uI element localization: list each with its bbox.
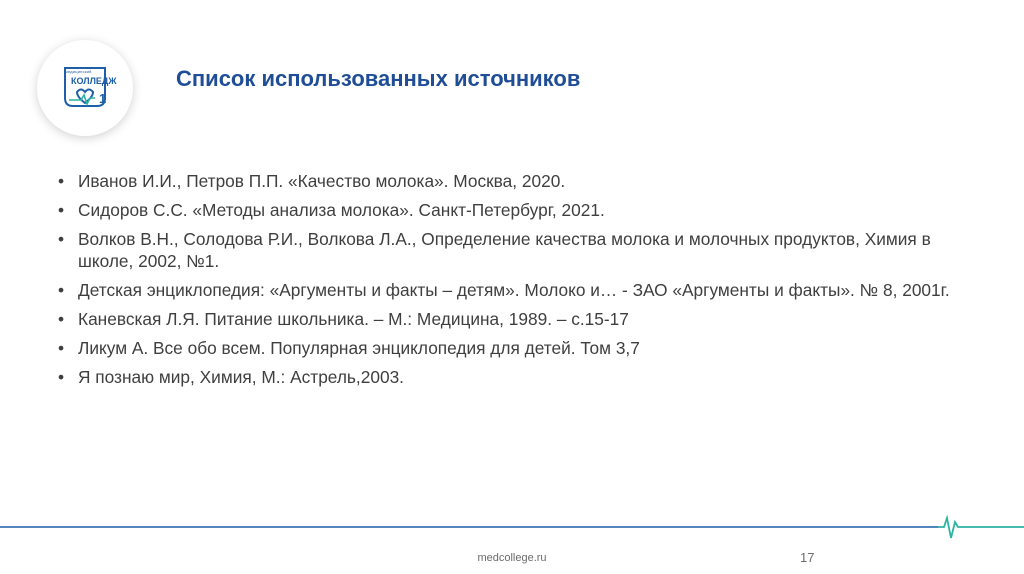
reference-list bbox=[58, 170, 978, 395]
list-item bbox=[58, 366, 978, 388]
reference-text: Детская энциклопедия: «Аргументы и факты – детям». Молоко и… - ЗАО «Аргументы и факты». № 8, 2001г. bbox=[78, 280, 950, 300]
reference-text: Волков В.Н., Солодова Р.И., Волкова Л.А., Определение качества молока и молочных продуктов, Химия в школе, 2002, №1. bbox=[78, 229, 931, 271]
footer-divider bbox=[0, 508, 1024, 548]
bullet-icon: • bbox=[58, 200, 65, 220]
logo-number: 1 bbox=[99, 91, 107, 106]
bullet-icon: • bbox=[58, 280, 65, 300]
list-item bbox=[58, 170, 978, 192]
logo-small-text: медицинский bbox=[65, 69, 92, 74]
college-logo bbox=[37, 40, 133, 136]
list-item bbox=[58, 308, 978, 330]
footer-url: medcollege.ru bbox=[477, 552, 547, 564]
list-item bbox=[58, 228, 978, 272]
page-number: 17 bbox=[800, 550, 815, 565]
bullet-icon: • bbox=[58, 309, 65, 329]
logo-icon bbox=[37, 40, 133, 136]
list-item bbox=[58, 337, 978, 359]
logo-big-text: КОЛЛЕДЖ bbox=[71, 76, 117, 86]
reference-text: Ликум А. Все обо всем. Популярная энциклопедия для детей. Том 3,7 bbox=[78, 338, 640, 358]
reference-text: Сидоров С.С. «Методы анализа молока». Санкт-Петербург, 2021. bbox=[78, 200, 605, 220]
bullet-icon: • bbox=[58, 367, 65, 387]
reference-text: Иванов И.И., Петров П.П. «Качество молока». Москва, 2020. bbox=[78, 171, 566, 191]
page-title: Список использованных источников bbox=[176, 66, 581, 91]
bullet-icon: • bbox=[58, 171, 65, 191]
bullet-icon: • bbox=[58, 338, 65, 358]
ecg-pulse-icon bbox=[938, 518, 1024, 538]
reference-text: Каневская Л.Я. Питание школьника. – М.: Медицина, 1989. – с.15-17 bbox=[78, 309, 629, 329]
reference-text: Я познаю мир, Химия, М.: Астрель,2003. bbox=[78, 367, 404, 387]
list-item bbox=[58, 279, 978, 301]
bullet-icon: • bbox=[58, 229, 65, 249]
list-item bbox=[58, 199, 978, 221]
